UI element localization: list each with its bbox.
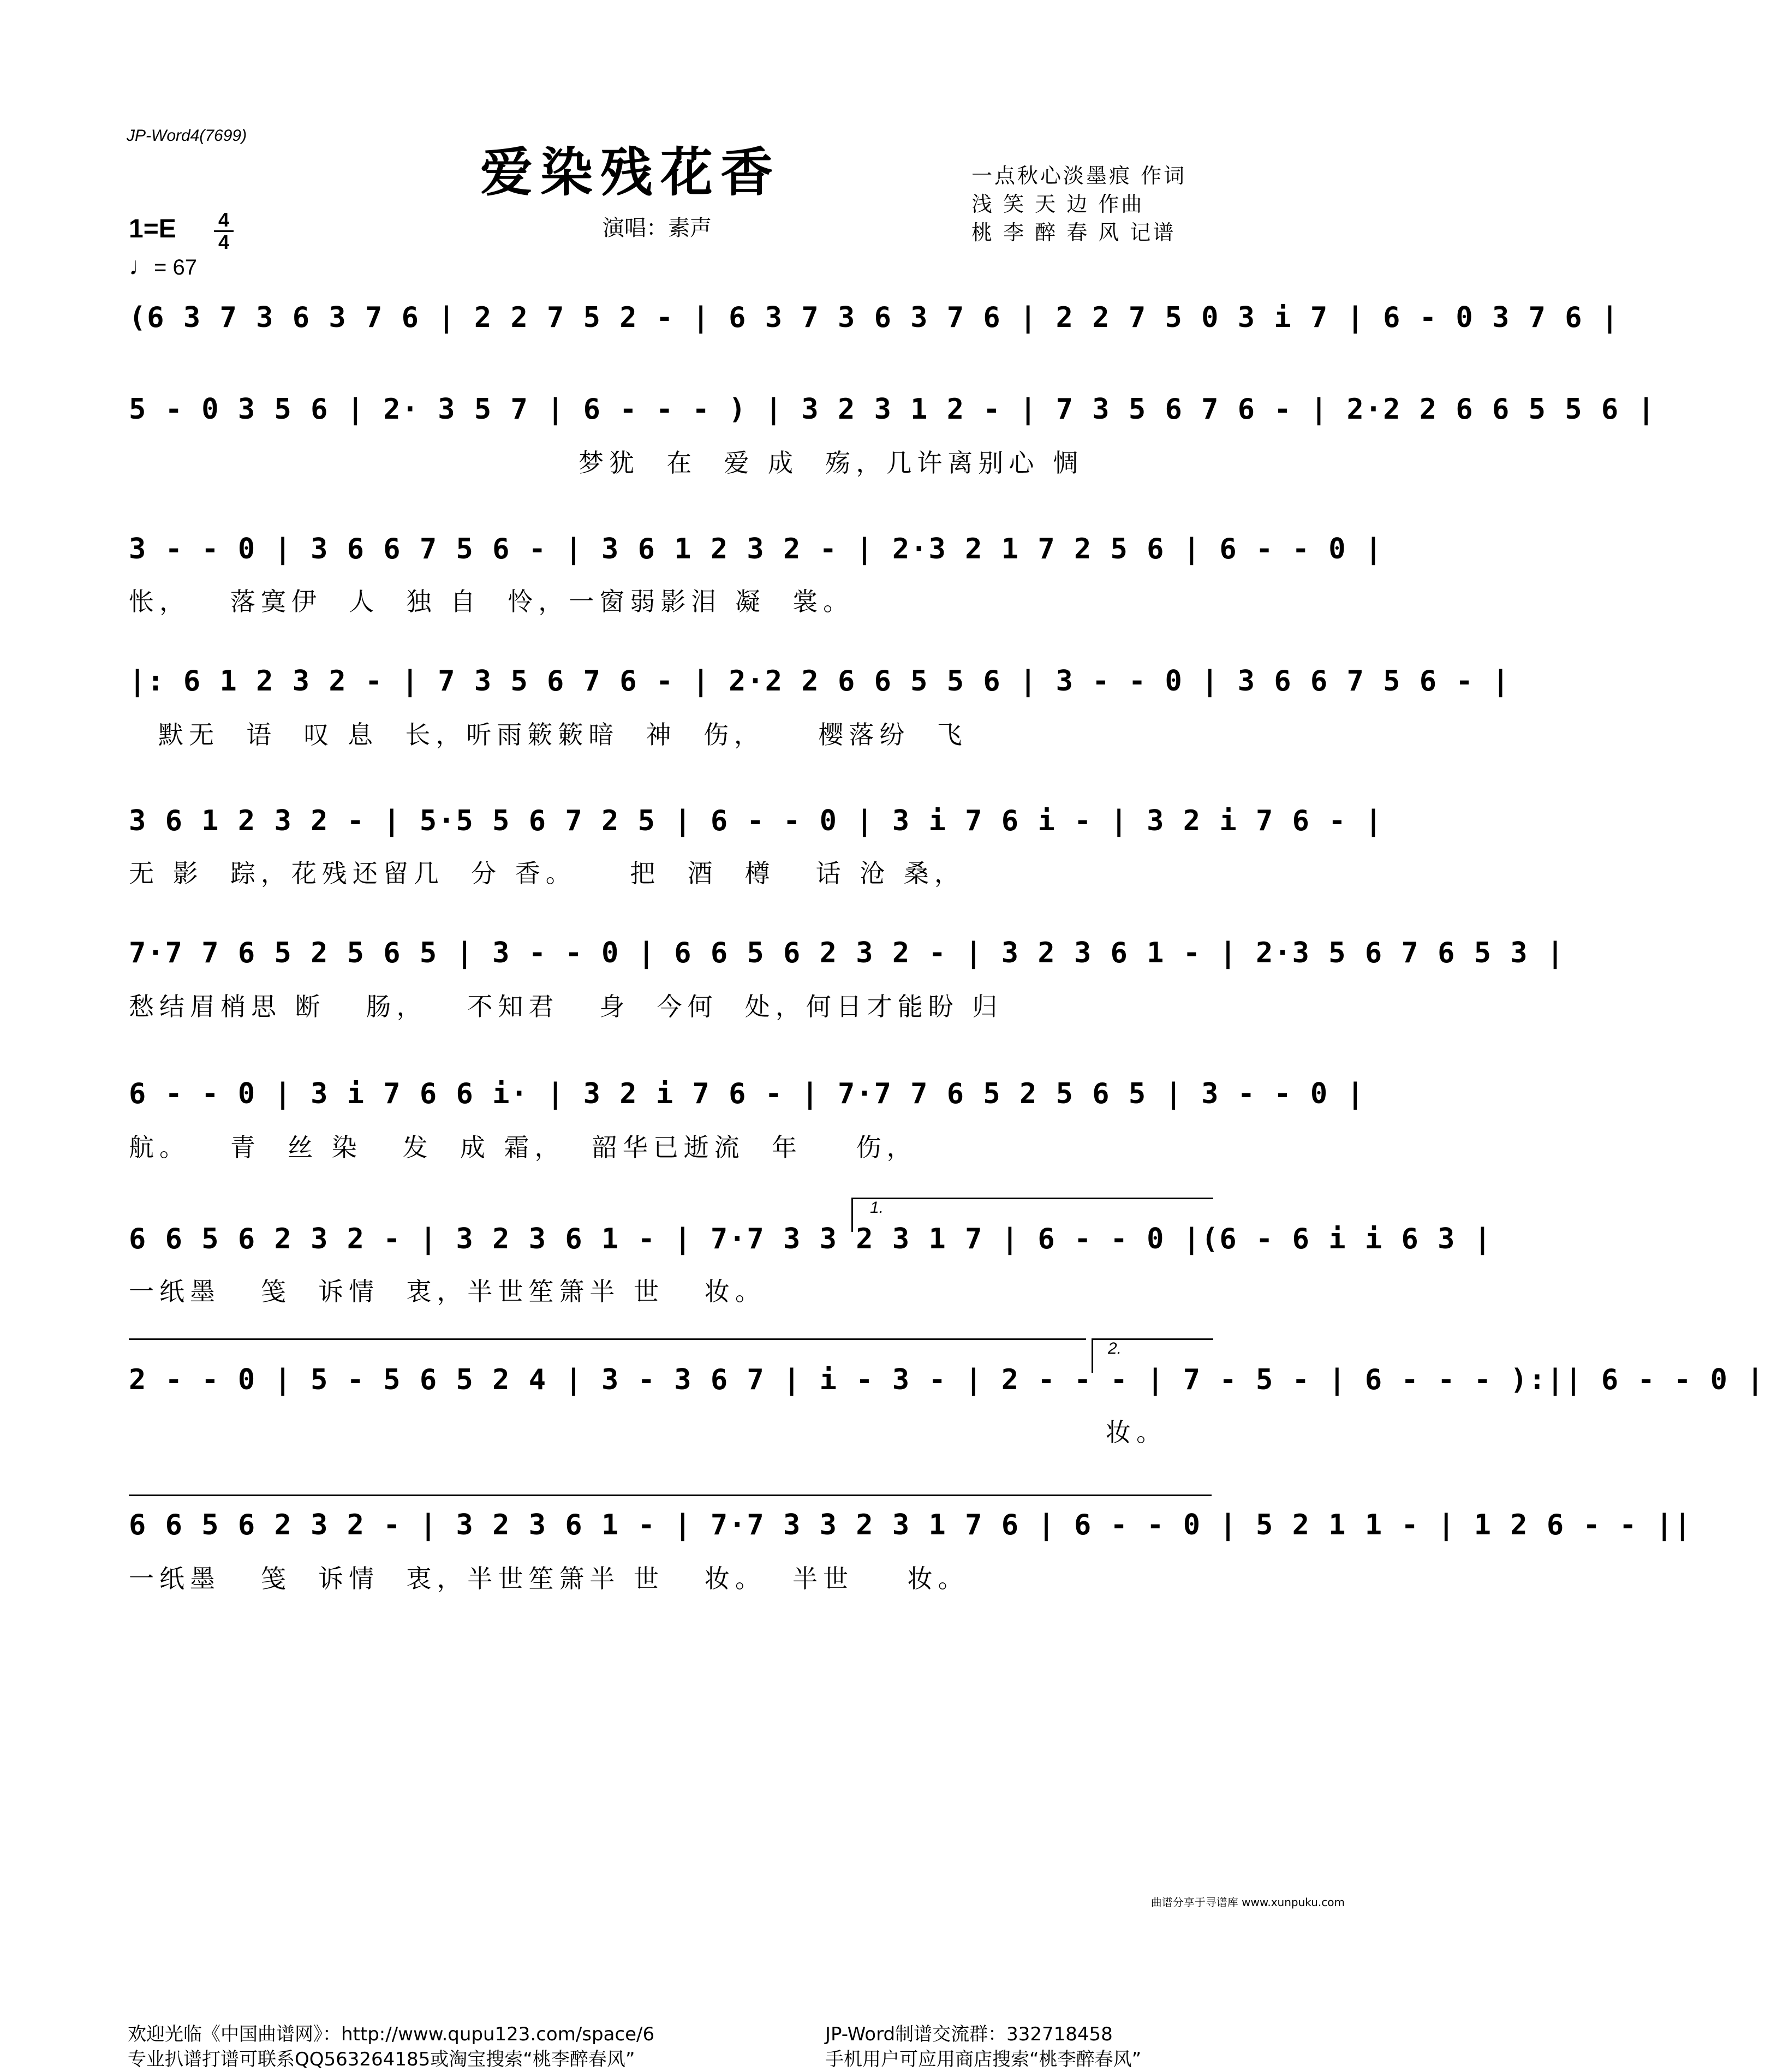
time-signature-bottom: 4 — [218, 231, 230, 253]
score-line-8-notes: 6 6 5 6 2 3 2 - | 3 2 3 6 1 - | 7·7 3 3 2 3 1 7 | 6 - - 0 |(6 - 6 i i 6 3 | — [129, 1223, 1492, 1255]
volta-2-label: 2. — [1108, 1339, 1122, 1357]
footer-app: 手机用户可应用商店搜索“桃李醉春风” — [825, 2049, 1142, 2070]
score-line-5-notes: 3 6 1 2 3 2 - | 5·5 5 6 7 2 5 | 6 - - 0 | 3 i 7 6 i - | 3 2 i 7 6 - | — [129, 805, 1384, 837]
score-line-1-notes: (6 3 7 3 6 3 7 6 | 2 2 7 5 2 - | 6 3 7 3 6 3 7 6 | 2 2 7 5 0 3 i 7 | 6 - 0 3 7 6 | — [129, 301, 1620, 334]
footer-website: 欢迎光临《中国曲谱网》：http://www.qupu123.com/space/6 — [128, 2023, 655, 2045]
volta-1-continuation-line — [129, 1338, 1086, 1340]
credits — [971, 162, 1186, 247]
score-line-4-notes: |: 6 1 2 3 2 - | 7 3 5 6 7 6 - | 2·2 2 6 6 5 5 6 | 3 - - 0 | 3 6 6 7 5 6 - | — [129, 665, 1511, 698]
key-signature: 1=E — [129, 215, 176, 243]
score-line-6-lyrics: 愁结眉梢思 断 肠， 不知君 身 今何 处，何日才能盼 归 — [129, 992, 1003, 1021]
watermark: 曲谱分享于寻谱库 www.xunpuku.com — [1150, 1896, 1345, 1909]
score-line-3-lyrics: 怅， 落寞伊 人 独 自 怜，一窗弱影泪 凝 裳。 — [129, 587, 854, 616]
score-line-10-notes: 6 6 5 6 2 3 2 - | 3 2 3 6 1 - | 7·7 3 3 2 3 1 7 6 | 6 - - 0 | 5 2 1 1 - | 1 2 6 - - || — [129, 1509, 1692, 1541]
singer: 演唱：素声 — [603, 216, 712, 241]
score-line-9-notes: 2 - - 0 | 5 - 5 6 5 2 4 | 3 - 3 6 7 | i - 3 - | 2 - - - | 7 - 5 - | 6 - - - ):|| 6 - - 0 | — [129, 1364, 1765, 1396]
score-line-6-notes: 7·7 7 6 5 2 5 6 5 | 3 - - 0 | 6 6 5 6 2 3 2 - | 3 2 3 6 1 - | 2·3 5 6 7 6 5 3 | — [129, 937, 1565, 969]
score-line-5-lyrics: 无 影 踪，花残还留几 分 香。 把 酒 樽 话 沧 桑， — [129, 859, 965, 888]
footer-contact: 专业扒谱打谱可联系QQ563264185或淘宝搜索“桃李醉春风” — [128, 2049, 635, 2070]
quarter-note-icon: ♩ — [129, 252, 154, 280]
credit-lyricist: 一点秋心淡墨痕 作词 — [971, 164, 1187, 188]
footer-group: JP-Word制谱交流群：332718458 — [825, 2023, 1113, 2045]
score-line-4-lyrics: 默无 语 叹 息 长，听雨簌簌暗 神 伤， 樱落纷 飞 — [158, 720, 968, 749]
score-line-2-lyrics: 梦犹 在 爱 成 殇，几许离别心 惆 — [579, 448, 1083, 478]
song-title: 爱染残花香 — [480, 141, 780, 203]
score-line-3-notes: 3 - - 0 | 3 6 6 7 5 6 - | 3 6 1 2 3 2 - | 2·3 2 1 7 2 5 6 | 6 - - 0 | — [129, 533, 1384, 565]
score-line-7-notes: 6 - - 0 | 3 i 7 6 6 i· | 3 2 i 7 6 - | 7·7 7 6 5 2 5 6 5 | 3 - - 0 | — [129, 1077, 1365, 1110]
tempo-value: = 67 — [154, 255, 197, 279]
volta-1-label: 1. — [870, 1199, 884, 1217]
footer-left — [128, 2022, 654, 2072]
score-line-2-notes: 5 - 0 3 5 6 | 2· 3 5 7 | 6 - - - ) | 3 2 3 1 2 - | 7 3 5 6 7 6 - | 2·2 2 6 6 5 5 6 | — [129, 393, 1656, 426]
time-signature-top: 4 — [218, 209, 230, 231]
footer-right — [825, 2022, 1141, 2072]
time-signature — [212, 210, 236, 253]
tempo — [129, 251, 197, 281]
credit-transcriber: 桃 李 醉 春 风 记谱 — [971, 221, 1176, 245]
score-line-10-lyrics: 一纸墨 笺 诉情 衷，半世笙箫半 世 妆。 半世 妆。 — [129, 1564, 969, 1593]
software-label: JP-Word4(7699) — [127, 127, 247, 145]
score-line-8-lyrics: 一纸墨 笺 诉情 衷，半世笙箫半 世 妆。 — [129, 1277, 766, 1306]
ending-line — [129, 1495, 1212, 1496]
credit-composer: 浅 笑 天 边 作曲 — [971, 192, 1144, 216]
score-line-7-lyrics: 航。 青 丝 染 发 成 霜， 韶华已逝流 年 伤， — [129, 1133, 917, 1162]
score-line-9-lyrics: 妆。 — [1106, 1418, 1167, 1447]
